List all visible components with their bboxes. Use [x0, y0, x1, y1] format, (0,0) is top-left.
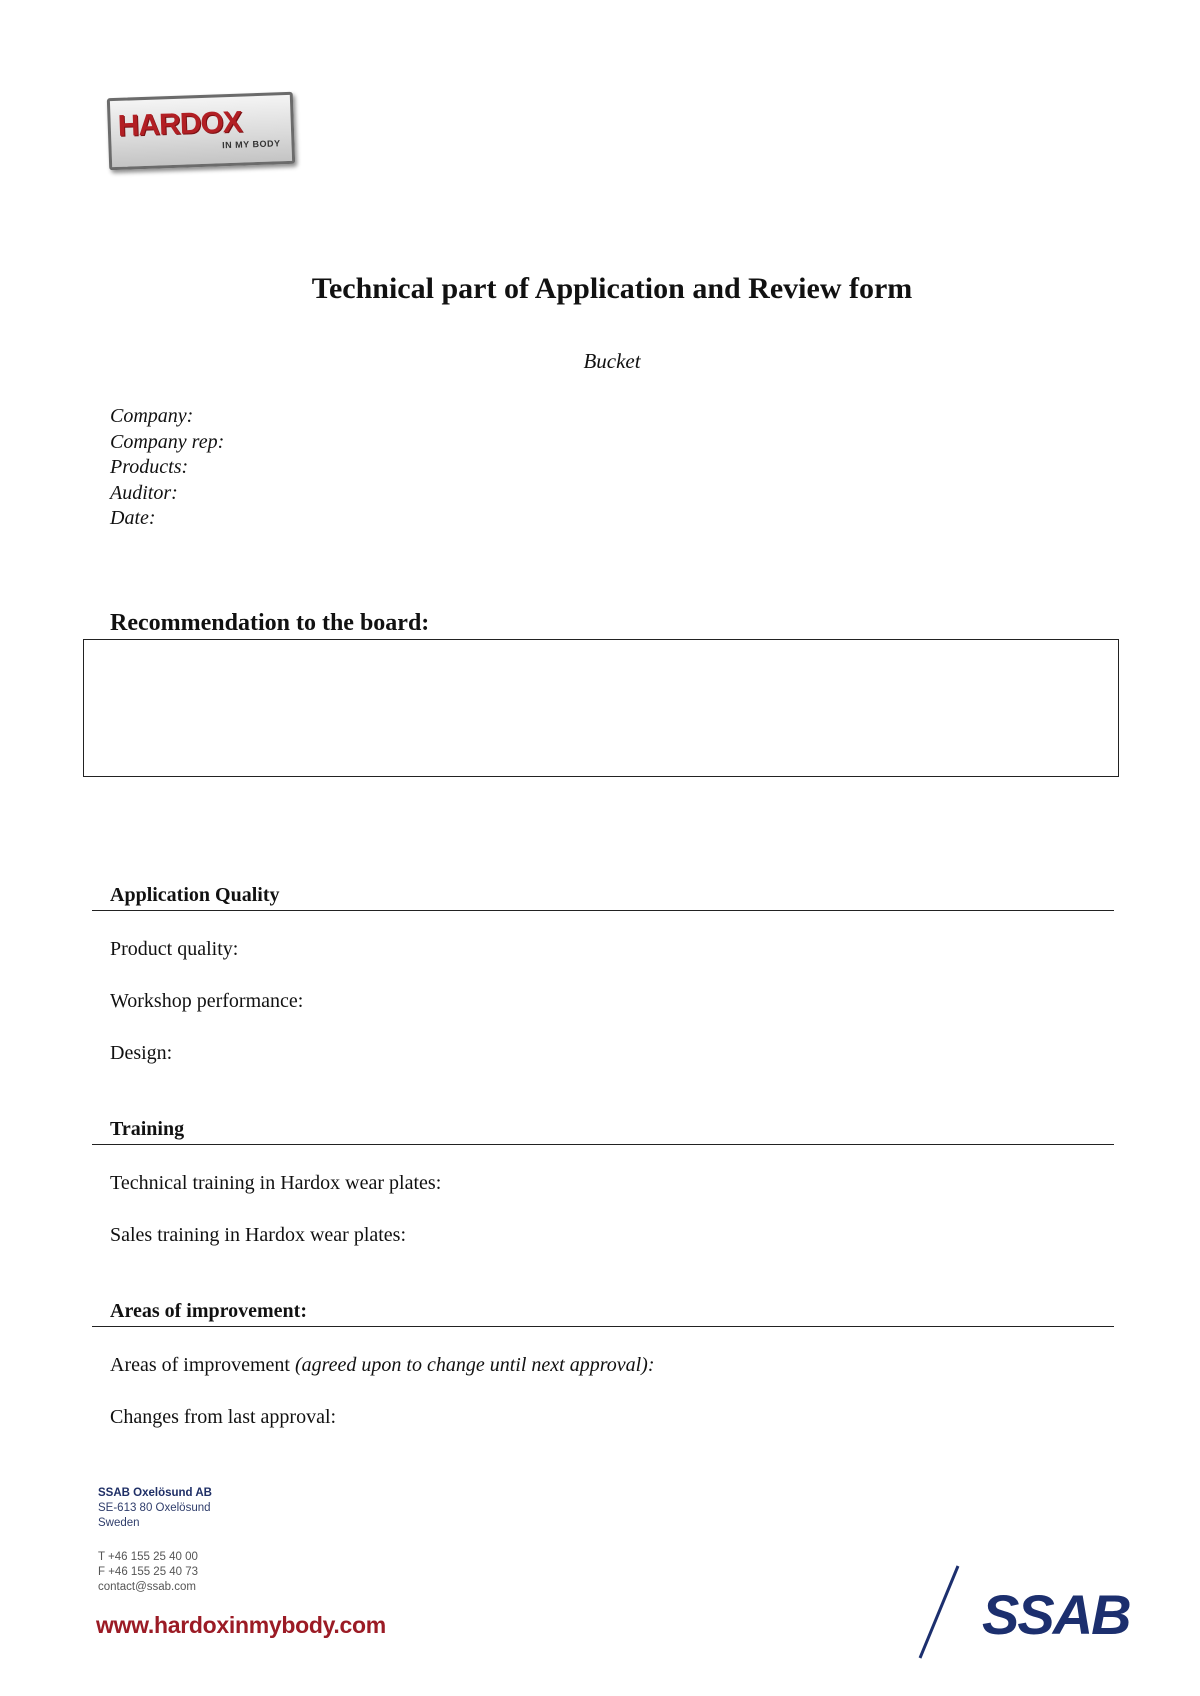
section-heading-training: Training — [110, 1118, 185, 1140]
meta-field-company-rep: Company rep: — [110, 430, 225, 453]
recommendation-heading: Recommendation to the board: — [110, 610, 430, 636]
field-technical-training: Technical training in Hardox wear plates: — [110, 1172, 442, 1194]
footer-website-link[interactable]: www.hardoxinmybody.com — [96, 1612, 386, 1638]
meta-field-list — [110, 404, 224, 532]
hardox-logo-brand: HARDOX — [117, 105, 243, 143]
field-areas-of-improvement — [110, 1354, 655, 1377]
meta-field-auditor: Auditor: — [110, 481, 178, 504]
document-subtitle: Bucket — [583, 349, 641, 373]
recommendation-text-box[interactable] — [83, 639, 1119, 777]
field-sales-training: Sales training in Hardox wear plates: — [110, 1224, 407, 1246]
footer-company-name: SSAB Oxelösund AB — [98, 1487, 212, 1499]
field-workshop-performance: Workshop performance: — [110, 990, 304, 1012]
meta-field-company: Company: — [110, 405, 194, 427]
slash-mark-icon — [910, 1562, 970, 1662]
footer-address-line1: SE-613 80 Oxelösund — [98, 1502, 211, 1514]
section-divider — [92, 910, 1114, 911]
field-areas-of-improvement-note: (agreed upon to change until next approval): — [294, 1354, 655, 1376]
document-title: Technical part of Application and Review form — [311, 272, 913, 305]
footer-company-address — [98, 1486, 212, 1531]
footer-contact-info — [98, 1550, 198, 1595]
field-design: Design: — [110, 1042, 173, 1064]
meta-field-products: Products: — [110, 456, 189, 478]
footer-address-line2: Sweden — [98, 1517, 140, 1529]
field-product-quality: Product quality: — [110, 938, 239, 960]
section-divider — [92, 1144, 1114, 1145]
section-heading-application-quality: Application Quality — [110, 884, 280, 906]
hardox-logo — [107, 92, 295, 170]
footer-phone: T +46 155 25 40 00 — [98, 1551, 198, 1563]
ssab-logo-text: SSAB — [982, 1583, 1130, 1646]
section-heading-areas-of-improvement: Areas of improvement: — [110, 1300, 307, 1322]
field-areas-of-improvement-label: Areas of improvement — [110, 1354, 295, 1376]
footer-email: contact@ssab.com — [98, 1581, 196, 1593]
meta-field-date: Date: — [110, 507, 156, 529]
footer-fax: F +46 155 25 40 73 — [98, 1566, 199, 1578]
section-divider — [92, 1326, 1114, 1327]
field-changes-from-last-approval: Changes from last approval: — [110, 1406, 337, 1428]
ssab-logo — [910, 1562, 1130, 1662]
hardox-logo-tagline: IN MY BODY — [221, 138, 281, 151]
